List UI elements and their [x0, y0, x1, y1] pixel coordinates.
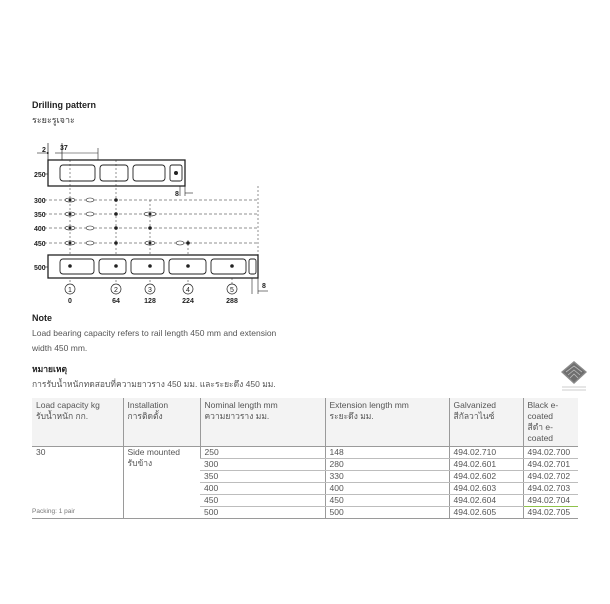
dim-37: 37 [60, 145, 68, 152]
marker-number: 1 [68, 287, 72, 294]
header-nominal-length: Nominal length mm ความยาวราง มม. [200, 398, 325, 447]
galvanized-cell: 494.02.604 [449, 495, 523, 507]
hole-row-350 [44, 212, 258, 216]
marker-value: 224 [182, 298, 194, 305]
nominal-cell: 250 [200, 447, 325, 459]
table-row [32, 447, 578, 459]
note-heading-thai: หมายเหตุ [32, 364, 67, 374]
installation-cell: Side mounted รับข้าง [123, 447, 200, 519]
marker-value: 128 [144, 298, 156, 305]
black-cell: 494.02.702 [523, 471, 578, 483]
nominal-cell: 300 [200, 459, 325, 471]
galvanized-cell: 494.02.710 [449, 447, 523, 459]
position-marker-2 [111, 284, 121, 305]
note-text-thai: การรับน้ำหนักทดสอบที่ความยาวราง 450 มม. และระยะดึง 450 มม. [32, 379, 276, 389]
nominal-cell: 450 [200, 495, 325, 507]
position-marker-3 [144, 284, 156, 305]
nominal-cell: 500 [200, 507, 325, 519]
header-black-e-coated: Black e-coated สีดำ e-coated [523, 398, 578, 447]
extension-cell: 500 [325, 507, 449, 519]
header-installation: Installation การติดตั้ง [123, 398, 200, 447]
nominal-cell: 400 [200, 483, 325, 495]
note-text-line2: width 450 mm. [32, 343, 88, 353]
rail-label-350: 350 [34, 212, 46, 219]
rail-250 [48, 160, 185, 186]
note-heading: Note [32, 313, 52, 323]
marker-value: 0 [68, 298, 72, 305]
galvanized-cell: 494.02.603 [449, 483, 523, 495]
marker-number: 2 [114, 287, 118, 294]
hole-row-400 [44, 226, 258, 230]
galvanized-cell: 494.02.601 [449, 459, 523, 471]
position-marker-5 [226, 284, 238, 305]
extension-cell: 400 [325, 483, 449, 495]
marker-value: 64 [112, 298, 120, 305]
page-title-thai: ระยะรูเจาะ [32, 115, 75, 125]
table-header-row [32, 398, 578, 447]
marker-number: 3 [148, 287, 152, 294]
black-cell: 494.02.703 [523, 483, 578, 495]
product-table [32, 398, 578, 519]
rail-label-500: 500 [34, 265, 46, 272]
marker-value: 288 [226, 298, 238, 305]
black-cell: 494.02.704 [523, 495, 578, 507]
page-title: Drilling pattern [32, 100, 97, 110]
dim-8-bottom: 8 [262, 283, 266, 290]
header-extension-length: Extension length mm ระยะดึง มม. [325, 398, 449, 447]
galvanized-cell: 494.02.602 [449, 471, 523, 483]
extension-cell: 148 [325, 447, 449, 459]
rail-label-300: 300 [34, 198, 46, 205]
rail-500 [48, 255, 258, 278]
marker-number: 4 [186, 287, 190, 294]
extension-cell: 330 [325, 471, 449, 483]
galvanized-cell: 494.02.605 [449, 507, 523, 519]
extension-cell: 450 [325, 495, 449, 507]
packing-note: Packing: 1 pair [32, 508, 75, 515]
product-finish-badge-icon [560, 360, 588, 394]
black-cell: 494.02.700 [523, 447, 578, 459]
header-galvanized: Galvanized สีกัลวาไนซ์ [449, 398, 523, 447]
rail-label-450: 450 [34, 241, 46, 248]
nominal-cell: 350 [200, 471, 325, 483]
note-text-line1: Load bearing capacity refers to rail length 450 mm and extension [32, 328, 277, 338]
position-marker-1 [65, 284, 75, 305]
black-cell: 494.02.705 [523, 507, 578, 519]
black-cell: 494.02.701 [523, 459, 578, 471]
position-marker-4 [182, 284, 194, 305]
rail-label-250: 250 [34, 172, 46, 179]
rail-label-400: 400 [34, 226, 46, 233]
extension-cell: 280 [325, 459, 449, 471]
hole-row-450 [44, 241, 258, 245]
header-load-capacity: Load capacity kg รับน้ำหนัก กก. [32, 398, 123, 447]
dim-2: 2 [42, 147, 46, 154]
hole-row-300 [44, 198, 258, 202]
load-capacity-cell: 30 [32, 447, 123, 519]
marker-number: 5 [230, 287, 234, 294]
dim-8-top: 8 [175, 191, 179, 198]
